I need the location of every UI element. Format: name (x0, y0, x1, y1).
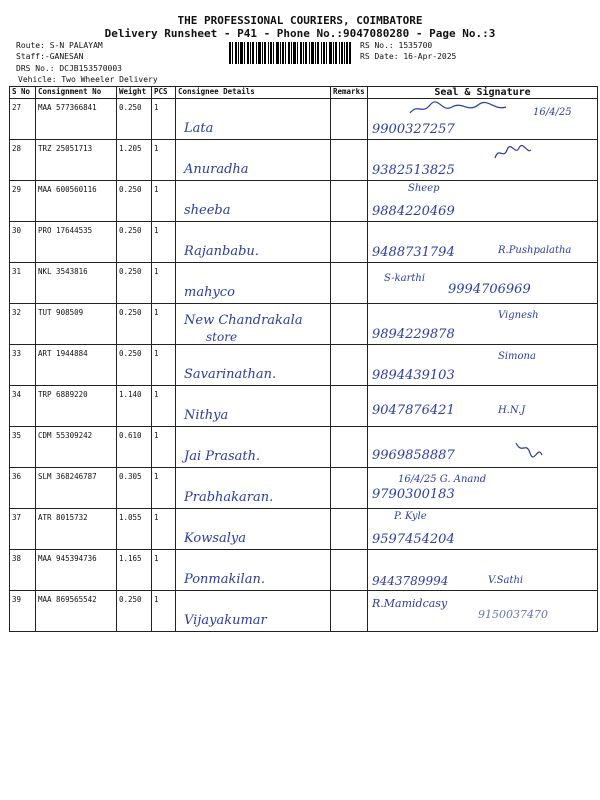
row-remarks (331, 509, 368, 550)
row-sno: 27 (10, 99, 36, 140)
row-pcs: 1 (152, 222, 176, 263)
row-pcs: 1 (152, 509, 176, 550)
consignee-name: Vijayakumar (184, 613, 267, 628)
table-row (10, 386, 598, 427)
drs-label: DRS No.: DCJB153570003 (16, 64, 122, 73)
row-sno: 36 (10, 468, 36, 509)
col-signature: Seal & Signature (368, 87, 598, 99)
row-consignee (176, 427, 331, 468)
signature-scribble (408, 101, 508, 117)
phone-number: 9382513825 (372, 163, 455, 178)
row-sno: 29 (10, 181, 36, 222)
row-consignee (176, 345, 331, 386)
row-signature (368, 550, 598, 591)
consignee-name: Anuradha (184, 162, 249, 177)
table-row (10, 99, 598, 140)
row-pcs: 1 (152, 181, 176, 222)
rs-number: RS No.: 1535700 (360, 41, 433, 50)
consignee-name: mahyco (184, 285, 235, 300)
consignee-name: Prabhakaran. (184, 490, 274, 505)
table-row (10, 591, 598, 632)
signature-text: H.N.J (498, 405, 526, 416)
row-signature (368, 99, 598, 140)
row-remarks (331, 345, 368, 386)
row-consignee (176, 140, 331, 181)
runsheet-table (9, 86, 598, 632)
row-pcs: 1 (152, 386, 176, 427)
consignee-name: sheeba (184, 203, 231, 218)
table-row (10, 427, 598, 468)
row-consignee (176, 181, 331, 222)
phone-number: 9597454204 (372, 532, 455, 547)
col-weight: Weight (117, 87, 152, 99)
signature-text: Sheep (408, 183, 440, 194)
table-row (10, 181, 598, 222)
row-sno: 28 (10, 140, 36, 181)
rs-date: RS Date: 16-Apr-2025 (360, 52, 457, 61)
consignee-name: Ponmakilan. (184, 572, 265, 587)
signature-text: S-karthi (384, 273, 426, 284)
row-consignee (176, 550, 331, 591)
row-remarks (331, 263, 368, 304)
table-header-row (10, 87, 598, 99)
row-sno: 31 (10, 263, 36, 304)
row-signature (368, 427, 598, 468)
table-row (10, 550, 598, 591)
row-sno: 37 (10, 509, 36, 550)
row-remarks (331, 468, 368, 509)
row-consignment: MAA 600560116 (36, 181, 117, 222)
phone-number: 9969858887 (372, 448, 455, 463)
row-sno: 34 (10, 386, 36, 427)
row-weight: 1.140 (117, 386, 152, 427)
row-signature (368, 304, 598, 345)
phone-number: 9443789994 (372, 574, 449, 588)
row-sno: 32 (10, 304, 36, 345)
row-pcs: 1 (152, 345, 176, 386)
phone-number: 9894229878 (372, 327, 455, 342)
consignee-name: Lata (184, 121, 214, 136)
row-weight: 0.250 (117, 99, 152, 140)
row-consignment: MAA 577366841 (36, 99, 117, 140)
signature-text: V.Sathi (488, 575, 524, 586)
row-remarks (331, 140, 368, 181)
row-sno: 30 (10, 222, 36, 263)
row-remarks (331, 222, 368, 263)
runsheet-subtitle: Delivery Runsheet - P41 - Phone No.:9047080280 - Page No.:3 (104, 27, 496, 40)
row-weight: 0.250 (117, 304, 152, 345)
row-remarks (331, 181, 368, 222)
phone-number: 9994706969 (448, 282, 531, 297)
phone-number: 9047876421 (372, 403, 455, 418)
consignee-name-line2: store (206, 330, 238, 344)
signature-scribble (493, 144, 533, 162)
row-consignment: TRZ 25051713 (36, 140, 117, 181)
signature-text: R.Pushpalatha (498, 245, 572, 256)
signature-text: Simona (498, 351, 536, 362)
row-consignment: TRP 6889220 (36, 386, 117, 427)
row-sno: 38 (10, 550, 36, 591)
table-row (10, 345, 598, 386)
row-pcs: 1 (152, 591, 176, 632)
row-weight: 1.205 (117, 140, 152, 181)
row-remarks (331, 550, 368, 591)
row-pcs: 1 (152, 550, 176, 591)
phone-number: 9900327257 (372, 122, 455, 137)
row-weight: 1.165 (117, 550, 152, 591)
table-row (10, 509, 598, 550)
row-signature (368, 181, 598, 222)
company-title: THE PROFESSIONAL COURIERS, COIMBATORE (177, 14, 423, 27)
row-remarks (331, 427, 368, 468)
col-pcs: PCS (152, 87, 176, 99)
row-consignee (176, 263, 331, 304)
row-consignee (176, 222, 331, 263)
row-consignment: ATR 8015732 (36, 509, 117, 550)
row-consignment: NKL 3543816 (36, 263, 117, 304)
row-consignee (176, 386, 331, 427)
consignee-name: Savarinathan. (184, 367, 277, 382)
row-weight: 0.250 (117, 591, 152, 632)
row-signature (368, 509, 598, 550)
row-consignee (176, 468, 331, 509)
row-sno: 39 (10, 591, 36, 632)
row-signature (368, 591, 598, 632)
row-pcs: 1 (152, 468, 176, 509)
table-row (10, 222, 598, 263)
row-consignee (176, 509, 331, 550)
row-signature (368, 468, 598, 509)
row-consignment: MAA 869565542 (36, 591, 117, 632)
route-label: Route: S-N PALAYAM (16, 41, 103, 50)
row-remarks (331, 386, 368, 427)
consignee-name: Jai Prasath. (184, 449, 261, 464)
row-remarks (331, 591, 368, 632)
signature-date: 16/4/25 (533, 107, 572, 118)
signature-text: 16/4/25 G. Anand (398, 474, 487, 485)
signature-text: Vignesh (498, 310, 539, 321)
table-row (10, 263, 598, 304)
consignee-name: New Chandrakala (184, 313, 303, 328)
signature-scribble (514, 439, 544, 459)
row-signature (368, 263, 598, 304)
table-row (10, 468, 598, 509)
col-remarks: Remarks (331, 87, 368, 99)
row-consignment: TUT 908509 (36, 304, 117, 345)
consignee-name: Nithya (184, 408, 229, 423)
row-weight: 0.250 (117, 222, 152, 263)
row-sno: 35 (10, 427, 36, 468)
row-consignment: SLM 368246787 (36, 468, 117, 509)
row-remarks (331, 99, 368, 140)
phone-number: 9150037470 (478, 608, 548, 621)
row-signature (368, 386, 598, 427)
vehicle-label: Vehicle: Two Wheeler Delivery (18, 75, 158, 84)
row-weight: 0.250 (117, 345, 152, 386)
table-row (10, 304, 598, 345)
row-consignee (176, 304, 331, 345)
phone-number: 9884220469 (372, 204, 455, 219)
table-row (10, 140, 598, 181)
row-pcs: 1 (152, 304, 176, 345)
row-weight: 1.055 (117, 509, 152, 550)
col-consignment: Consignment No (36, 87, 117, 99)
col-consignee: Consignee Details (176, 87, 331, 99)
row-consignee (176, 99, 331, 140)
consignee-name: Kowsalya (184, 531, 246, 546)
row-pcs: 1 (152, 140, 176, 181)
row-pcs: 1 (152, 427, 176, 468)
row-consignment: MAA 945394736 (36, 550, 117, 591)
consignee-name: Rajanbabu. (184, 244, 259, 259)
row-weight: 0.250 (117, 263, 152, 304)
row-consignee (176, 591, 331, 632)
row-signature (368, 345, 598, 386)
signature-text: R.Mamidcasy (372, 597, 448, 610)
signature-text: P. Kyle (394, 511, 427, 522)
row-weight: 0.250 (117, 181, 152, 222)
phone-number: 9488731794 (372, 245, 455, 260)
row-signature (368, 222, 598, 263)
staff-label: Staff:-GANESAN (16, 52, 84, 61)
row-weight: 0.305 (117, 468, 152, 509)
row-remarks (331, 304, 368, 345)
phone-number: 9894439103 (372, 368, 455, 383)
barcode (229, 42, 351, 64)
row-consignment: ART 1944884 (36, 345, 117, 386)
row-consignment: CDM 55309242 (36, 427, 117, 468)
row-pcs: 1 (152, 263, 176, 304)
row-sno: 33 (10, 345, 36, 386)
row-consignment: PRO 17644535 (36, 222, 117, 263)
row-signature (368, 140, 598, 181)
row-weight: 0.610 (117, 427, 152, 468)
phone-number: 9790300183 (372, 487, 455, 502)
col-sno: S No (10, 87, 36, 99)
row-pcs: 1 (152, 99, 176, 140)
